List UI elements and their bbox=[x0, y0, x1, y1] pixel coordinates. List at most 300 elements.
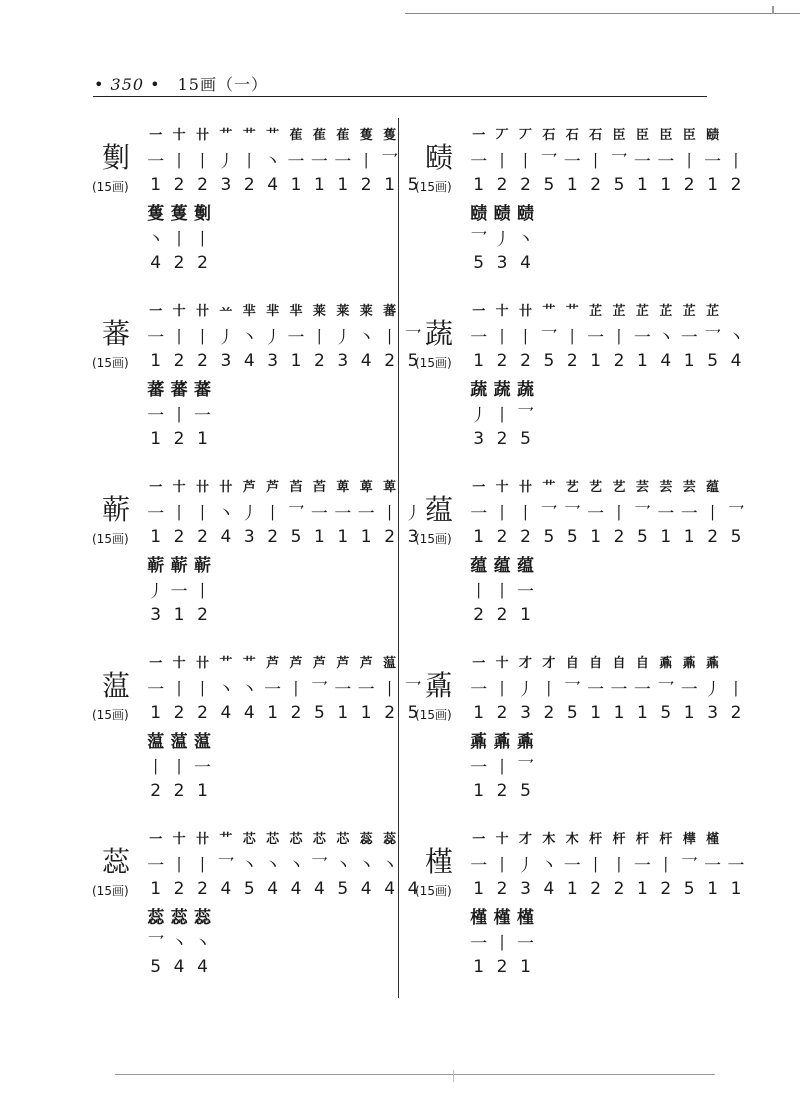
strokes-cell: 丿 bbox=[516, 679, 534, 700]
stages-row bbox=[144, 474, 425, 496]
stages2-cell: 赜 bbox=[516, 203, 534, 224]
orders-cell: 2 bbox=[730, 703, 742, 723]
stages-cell: 芯 bbox=[266, 831, 280, 847]
orders-cell: 2 bbox=[384, 703, 396, 723]
stages-cell: 芸 bbox=[635, 479, 649, 495]
orders-cell: 5 bbox=[407, 351, 419, 371]
stages-cell: 芈 bbox=[266, 303, 280, 319]
top-edge-rule bbox=[405, 13, 800, 14]
stages-cell: 艺 bbox=[589, 479, 603, 495]
strokes2-cell: 一 bbox=[516, 581, 534, 602]
orders-cell: 3 bbox=[220, 351, 232, 371]
orders-cell: 4 bbox=[314, 879, 325, 899]
strokes-cell: 丨 bbox=[193, 503, 211, 524]
headword-character: 蕲 bbox=[102, 493, 131, 526]
strokes-cell: 乛 bbox=[727, 503, 745, 524]
strokes-cell: 乛 bbox=[563, 503, 581, 524]
orders2-cell: 4 bbox=[173, 957, 185, 977]
stages-cell: 苩 bbox=[289, 479, 303, 495]
strokes-cell: 乛 bbox=[404, 679, 422, 700]
strokes-cell: 丶 bbox=[357, 855, 375, 876]
orders-cell: 2 bbox=[173, 351, 185, 371]
strokes-cell: 丶 bbox=[240, 327, 258, 348]
strokes-cell: 丶 bbox=[287, 855, 305, 876]
strokes2-row bbox=[144, 754, 425, 776]
strokes-cell: 丨 bbox=[610, 855, 628, 876]
orders-cell: 5 bbox=[613, 175, 625, 195]
orders-cell: 3 bbox=[520, 703, 531, 723]
strokes-cell: 乛 bbox=[287, 503, 305, 524]
orders-cell: 1 bbox=[384, 175, 396, 195]
orders-row bbox=[467, 350, 748, 372]
stages2-row bbox=[144, 376, 425, 398]
orders-cell: 2 bbox=[590, 879, 602, 899]
strokes-cell: 一 bbox=[587, 679, 605, 700]
stroke-sequence bbox=[467, 474, 748, 630]
strokes-cell: 丨 bbox=[310, 327, 328, 348]
orders-row bbox=[467, 878, 748, 900]
orders-row bbox=[144, 350, 425, 372]
strokes-row bbox=[144, 324, 425, 346]
strokes-cell: 丨 bbox=[493, 855, 511, 876]
strokes-cell: 丨 bbox=[540, 679, 558, 700]
strokes2-cell: 丨 bbox=[170, 405, 188, 426]
strokes-cell: 乛 bbox=[704, 327, 722, 348]
stages-row bbox=[144, 298, 425, 320]
stages-cell: 一 bbox=[149, 127, 163, 143]
strokes-cell: 一 bbox=[587, 327, 605, 348]
strokes-cell: 丿 bbox=[704, 679, 722, 700]
strokes-cell: 一 bbox=[704, 151, 722, 172]
strokes2-row bbox=[467, 754, 748, 776]
orders-cell: 2 bbox=[384, 527, 396, 547]
orders-cell: 4 bbox=[243, 351, 255, 371]
orders-cell: 4 bbox=[220, 527, 232, 547]
strokes-cell: 丶 bbox=[264, 855, 282, 876]
stages-cell: 自 bbox=[589, 655, 603, 671]
strokes-cell: 一 bbox=[610, 679, 628, 700]
strokes2-cell: 丨 bbox=[170, 757, 188, 778]
headword-character: 蔬 bbox=[425, 317, 454, 350]
orders-cell: 2 bbox=[496, 527, 508, 547]
orders-cell: 3 bbox=[707, 703, 719, 723]
orders-cell: 2 bbox=[590, 175, 602, 195]
stages-cell: 芸 bbox=[682, 479, 696, 495]
orders-cell: 2 bbox=[314, 351, 325, 371]
stages-cell: 萑 bbox=[312, 127, 326, 143]
headword-character: 鼒 bbox=[425, 669, 454, 702]
orders-cell: 1 bbox=[590, 351, 602, 371]
strokes-cell: 丨 bbox=[170, 855, 188, 876]
strokes-cell: 丶 bbox=[240, 855, 258, 876]
stroke-count-label: (15画) bbox=[415, 532, 452, 546]
strokes-cell: 丿 bbox=[334, 327, 352, 348]
orders-cell: 2 bbox=[197, 175, 208, 195]
orders-cell: 2 bbox=[520, 351, 531, 371]
orders-cell: 2 bbox=[496, 703, 508, 723]
strokes-row bbox=[467, 324, 748, 346]
orders-cell: 1 bbox=[267, 703, 279, 723]
orders-cell: 5 bbox=[543, 351, 555, 371]
stages-cell: 芷 bbox=[659, 303, 673, 319]
orders2-cell: 1 bbox=[473, 957, 485, 977]
strokes-cell: 一 bbox=[470, 151, 488, 172]
stages2-cell: 槿 bbox=[516, 907, 534, 928]
strokes-cell: 丨 bbox=[657, 855, 675, 876]
orders-cell: 2 bbox=[613, 527, 625, 547]
orders-cell: 5 bbox=[707, 351, 719, 371]
stages-cell: 一 bbox=[149, 479, 163, 495]
strokes-cell: 丨 bbox=[193, 679, 211, 700]
orders-cell: 4 bbox=[220, 703, 232, 723]
orders-cell: 4 bbox=[360, 351, 372, 371]
stroke-count-label: (15画) bbox=[92, 180, 129, 194]
stroke-sequence bbox=[467, 650, 748, 806]
strokes-cell: 丨 bbox=[587, 151, 605, 172]
strokes-cell: 一 bbox=[470, 503, 488, 524]
strokes-cell: 丨 bbox=[170, 503, 188, 524]
strokes2-cell: 丨 bbox=[493, 581, 511, 602]
strokes-cell: 丨 bbox=[493, 679, 511, 700]
stages-cell: 鼒 bbox=[682, 655, 696, 671]
stages2-cell: 劐 bbox=[193, 203, 211, 224]
stages-row bbox=[467, 650, 748, 672]
stages-cell: 卄 bbox=[195, 303, 209, 319]
strokes-cell: 丿 bbox=[516, 855, 534, 876]
stages-cell: 木 bbox=[565, 831, 579, 847]
headword-character: 槿 bbox=[425, 845, 454, 878]
stages-cell: 蕴 bbox=[706, 479, 720, 495]
stages-cell: 萆 bbox=[383, 479, 397, 495]
strokes2-cell: 一 bbox=[193, 405, 211, 426]
orders-cell: 4 bbox=[543, 879, 555, 899]
stages-cell: 艹 bbox=[542, 479, 556, 495]
stages-cell: 芦 bbox=[289, 655, 303, 671]
orders-cell: 1 bbox=[660, 527, 672, 547]
character-entry bbox=[415, 122, 745, 298]
strokes-cell: 一 bbox=[587, 503, 605, 524]
stages-cell: 十 bbox=[495, 831, 509, 847]
stages-cell: 艹 bbox=[219, 831, 233, 847]
orders2-row bbox=[144, 428, 425, 450]
stages2-cell: 蔬 bbox=[516, 379, 534, 400]
page-number: 350 bbox=[110, 75, 145, 94]
orders-cell: 1 bbox=[590, 527, 602, 547]
strokes-cell: 丨 bbox=[587, 855, 605, 876]
orders-cell: 1 bbox=[473, 703, 485, 723]
strokes-cell: 一 bbox=[334, 679, 352, 700]
orders-cell: 1 bbox=[473, 175, 485, 195]
stages-cell: 艺 bbox=[565, 479, 579, 495]
stroke-sequence bbox=[144, 650, 425, 806]
stages-cell: 杆 bbox=[612, 831, 626, 847]
stages-cell: 石 bbox=[542, 127, 556, 143]
orders-cell: 2 bbox=[173, 175, 185, 195]
stages-cell: 十 bbox=[172, 127, 186, 143]
orders-cell: 2 bbox=[730, 175, 742, 195]
strokes-cell: 一 bbox=[563, 855, 581, 876]
stages-cell: 自 bbox=[565, 655, 579, 671]
orders2-cell: 5 bbox=[520, 781, 531, 801]
orders-cell: 1 bbox=[660, 175, 672, 195]
stages2-cell: 槿 bbox=[493, 907, 511, 928]
strokes2-cell: 乛 bbox=[470, 229, 488, 250]
strokes2-cell: 乛 bbox=[516, 757, 534, 778]
strokes2-cell: 丨 bbox=[470, 581, 488, 602]
character-entry bbox=[92, 474, 422, 650]
stages-cell: 一 bbox=[472, 127, 486, 143]
stroke-sequence bbox=[467, 298, 748, 454]
orders-cell: 4 bbox=[360, 879, 372, 899]
headword-character: 赜 bbox=[425, 141, 454, 174]
stages-row bbox=[467, 474, 748, 496]
orders-cell: 4 bbox=[267, 879, 279, 899]
character-entry bbox=[415, 298, 745, 474]
stages-cell: 莱 bbox=[359, 303, 373, 319]
orders-cell: 2 bbox=[496, 879, 508, 899]
stages-cell: 芈 bbox=[242, 303, 256, 319]
stages2-cell: 蕊 bbox=[170, 907, 188, 928]
orders-cell: 2 bbox=[243, 175, 255, 195]
strokes-cell: 一 bbox=[357, 679, 375, 700]
stages-cell: 芦 bbox=[266, 479, 280, 495]
stages2-cell: 蕰 bbox=[170, 731, 188, 752]
stages-cell: 木 bbox=[542, 831, 556, 847]
orders-cell: 2 bbox=[197, 527, 208, 547]
strokes2-row bbox=[144, 402, 425, 424]
strokes-cell: 丨 bbox=[381, 327, 399, 348]
strokes-cell: 丨 bbox=[516, 151, 534, 172]
stroke-sequence bbox=[144, 474, 425, 630]
stages-cell: 杆 bbox=[635, 831, 649, 847]
header-rule bbox=[93, 96, 707, 97]
stages2-row bbox=[144, 200, 425, 222]
headword-character: 劐 bbox=[102, 141, 131, 174]
orders-cell: 5 bbox=[683, 879, 695, 899]
strokes-cell: 丨 bbox=[610, 503, 628, 524]
stages-cell: 十 bbox=[495, 479, 509, 495]
strokes-cell: 丨 bbox=[493, 503, 511, 524]
orders-row bbox=[144, 174, 425, 196]
orders-row bbox=[144, 878, 425, 900]
orders-cell: 5 bbox=[660, 703, 672, 723]
page-header: • 350 • 15画（一） bbox=[94, 75, 268, 94]
stages-cell: 芯 bbox=[289, 831, 303, 847]
orders2-row bbox=[144, 252, 425, 274]
stages2-cell: 鼒 bbox=[516, 731, 534, 752]
strokes2-row bbox=[144, 226, 425, 248]
strokes-cell: 丿 bbox=[217, 327, 235, 348]
headword-character: 蕴 bbox=[425, 493, 454, 526]
strokes-cell: 一 bbox=[147, 855, 165, 876]
orders-cell: 1 bbox=[337, 175, 349, 195]
stages-row bbox=[144, 650, 425, 672]
orders-cell: 2 bbox=[683, 175, 695, 195]
strokes-cell: 丨 bbox=[727, 151, 745, 172]
stroke-count-label: (15画) bbox=[415, 356, 452, 370]
orders-cell: 3 bbox=[337, 351, 349, 371]
bottom-rule bbox=[115, 1074, 715, 1075]
strokes2-cell: 丨 bbox=[193, 581, 211, 602]
stages2-cell: 鼒 bbox=[470, 731, 488, 752]
orders2-cell: 1 bbox=[197, 781, 208, 801]
orders2-cell: 2 bbox=[496, 605, 508, 625]
orders-cell: 2 bbox=[360, 175, 372, 195]
stages2-row bbox=[144, 904, 425, 926]
strokes-cell: 丨 bbox=[240, 151, 258, 172]
strokes-cell: 丶 bbox=[381, 855, 399, 876]
orders2-cell: 2 bbox=[496, 429, 508, 449]
orders2-cell: 1 bbox=[520, 957, 531, 977]
stages-cell: 芸 bbox=[659, 479, 673, 495]
stages-cell: 艹 bbox=[242, 127, 256, 143]
strokes-cell: 丨 bbox=[563, 327, 581, 348]
stages-cell: 石 bbox=[565, 127, 579, 143]
strokes-cell: 丶 bbox=[540, 855, 558, 876]
stages-cell: 才 bbox=[518, 831, 532, 847]
headword-character: 蕃 bbox=[102, 317, 131, 350]
strokes-row bbox=[144, 148, 425, 170]
stages-cell: 䒑 bbox=[219, 303, 233, 319]
stroke-sequence bbox=[467, 122, 748, 278]
strokes-cell: 一 bbox=[310, 503, 328, 524]
orders-cell: 2 bbox=[197, 703, 208, 723]
strokes-cell: 丨 bbox=[493, 151, 511, 172]
orders-cell: 1 bbox=[473, 879, 485, 899]
orders-cell: 1 bbox=[337, 703, 349, 723]
stages-cell: 卄 bbox=[195, 127, 209, 143]
orders-cell: 2 bbox=[267, 527, 279, 547]
stages2-cell: 赜 bbox=[493, 203, 511, 224]
orders2-cell: 1 bbox=[150, 429, 162, 449]
stages-cell: 杆 bbox=[589, 831, 603, 847]
strokes-row bbox=[467, 676, 748, 698]
stages-cell: 蕰 bbox=[383, 655, 397, 671]
stages2-cell: 槿 bbox=[470, 907, 488, 928]
strokes-cell: 一 bbox=[470, 679, 488, 700]
stages-cell: 石 bbox=[589, 127, 603, 143]
orders-cell: 1 bbox=[637, 879, 648, 899]
strokes-cell: 丨 bbox=[264, 503, 282, 524]
stroke-count-label: (15画) bbox=[92, 708, 129, 722]
stages-cell: 芷 bbox=[589, 303, 603, 319]
stages-cell: 卄 bbox=[518, 479, 532, 495]
stages-cell: 十 bbox=[172, 479, 186, 495]
orders2-cell: 3 bbox=[496, 253, 508, 273]
stages2-cell: 蒦 bbox=[170, 203, 188, 224]
stages2-row bbox=[467, 376, 748, 398]
orders2-cell: 2 bbox=[496, 781, 508, 801]
stages2-row bbox=[467, 904, 748, 926]
orders-cell: 1 bbox=[150, 175, 162, 195]
strokes-cell: 一 bbox=[147, 503, 165, 524]
stages-cell: 萑 bbox=[289, 127, 303, 143]
strokes-row bbox=[467, 148, 748, 170]
orders-row bbox=[467, 526, 748, 548]
stages-cell: 芷 bbox=[706, 303, 720, 319]
strokes2-cell: 丶 bbox=[516, 229, 534, 250]
strokes-cell: 丨 bbox=[170, 327, 188, 348]
orders-cell: 1 bbox=[730, 879, 742, 899]
stages2-cell: 蕴 bbox=[516, 555, 534, 576]
stages-cell: 一 bbox=[149, 655, 163, 671]
strokes-cell: 一 bbox=[704, 855, 722, 876]
stages-cell: 艹 bbox=[219, 655, 233, 671]
orders-cell: 2 bbox=[613, 879, 625, 899]
strokes2-row bbox=[467, 930, 748, 952]
right-column bbox=[415, 122, 745, 1002]
stages2-row bbox=[467, 728, 748, 750]
strokes2-cell: 一 bbox=[193, 757, 211, 778]
stroke-sequence bbox=[144, 298, 425, 454]
strokes-row bbox=[144, 500, 425, 522]
stages-cell: 一 bbox=[472, 655, 486, 671]
strokes2-cell: 丨 bbox=[170, 229, 188, 250]
strokes-cell: 乛 bbox=[217, 855, 235, 876]
strokes-cell: 乛 bbox=[633, 503, 651, 524]
stages-row bbox=[467, 826, 748, 848]
orders-cell: 1 bbox=[613, 703, 625, 723]
strokes2-cell: 丨 bbox=[147, 757, 165, 778]
strokes-cell: 乛 bbox=[563, 679, 581, 700]
strokes2-cell: 一 bbox=[516, 933, 534, 954]
stages-cell: 芦 bbox=[359, 655, 373, 671]
strokes-cell: 丨 bbox=[193, 327, 211, 348]
stages-cell: 十 bbox=[172, 655, 186, 671]
strokes-cell: 一 bbox=[470, 855, 488, 876]
orders2-cell: 2 bbox=[473, 605, 485, 625]
orders-cell: 2 bbox=[496, 351, 508, 371]
orders-cell: 1 bbox=[637, 175, 648, 195]
orders2-cell: 2 bbox=[173, 429, 185, 449]
strokes-cell: 乛 bbox=[381, 151, 399, 172]
stages-cell: 卄 bbox=[219, 479, 233, 495]
orders2-row bbox=[467, 780, 748, 802]
strokes-cell: 丿 bbox=[217, 151, 235, 172]
strokes-cell: 丨 bbox=[516, 327, 534, 348]
stages-cell: 芷 bbox=[612, 303, 626, 319]
orders-cell: 4 bbox=[407, 879, 419, 899]
strokes2-row bbox=[467, 578, 748, 600]
stages-cell: 萆 bbox=[336, 479, 350, 495]
stages-cell: 蒦 bbox=[359, 127, 373, 143]
orders2-cell: 2 bbox=[150, 781, 162, 801]
strokes2-cell: 乛 bbox=[516, 405, 534, 426]
orders-cell: 1 bbox=[337, 527, 349, 547]
stages-cell: 一 bbox=[149, 303, 163, 319]
stroke-sequence bbox=[144, 826, 425, 982]
orders-cell: 5 bbox=[566, 527, 578, 547]
strokes-cell: 丶 bbox=[334, 855, 352, 876]
strokes-cell: 一 bbox=[147, 327, 165, 348]
stages-cell: 芯 bbox=[312, 831, 326, 847]
orders-cell: 3 bbox=[220, 175, 232, 195]
stages-cell: 槿 bbox=[706, 831, 720, 847]
orders-cell: 2 bbox=[613, 351, 625, 371]
character-entry bbox=[92, 298, 422, 474]
stages-cell: 一 bbox=[472, 303, 486, 319]
strokes-cell: 一 bbox=[287, 327, 305, 348]
stages-cell: 臣 bbox=[682, 127, 696, 143]
stages2-cell: 蕲 bbox=[193, 555, 211, 576]
orders2-row bbox=[467, 428, 748, 450]
orders-cell: 5 bbox=[290, 527, 302, 547]
stages2-cell: 蕲 bbox=[147, 555, 165, 576]
strokes-cell: 丨 bbox=[493, 327, 511, 348]
stages2-cell: 蕰 bbox=[147, 731, 165, 752]
orders-cell: 1 bbox=[683, 351, 695, 371]
orders-cell: 2 bbox=[660, 879, 672, 899]
